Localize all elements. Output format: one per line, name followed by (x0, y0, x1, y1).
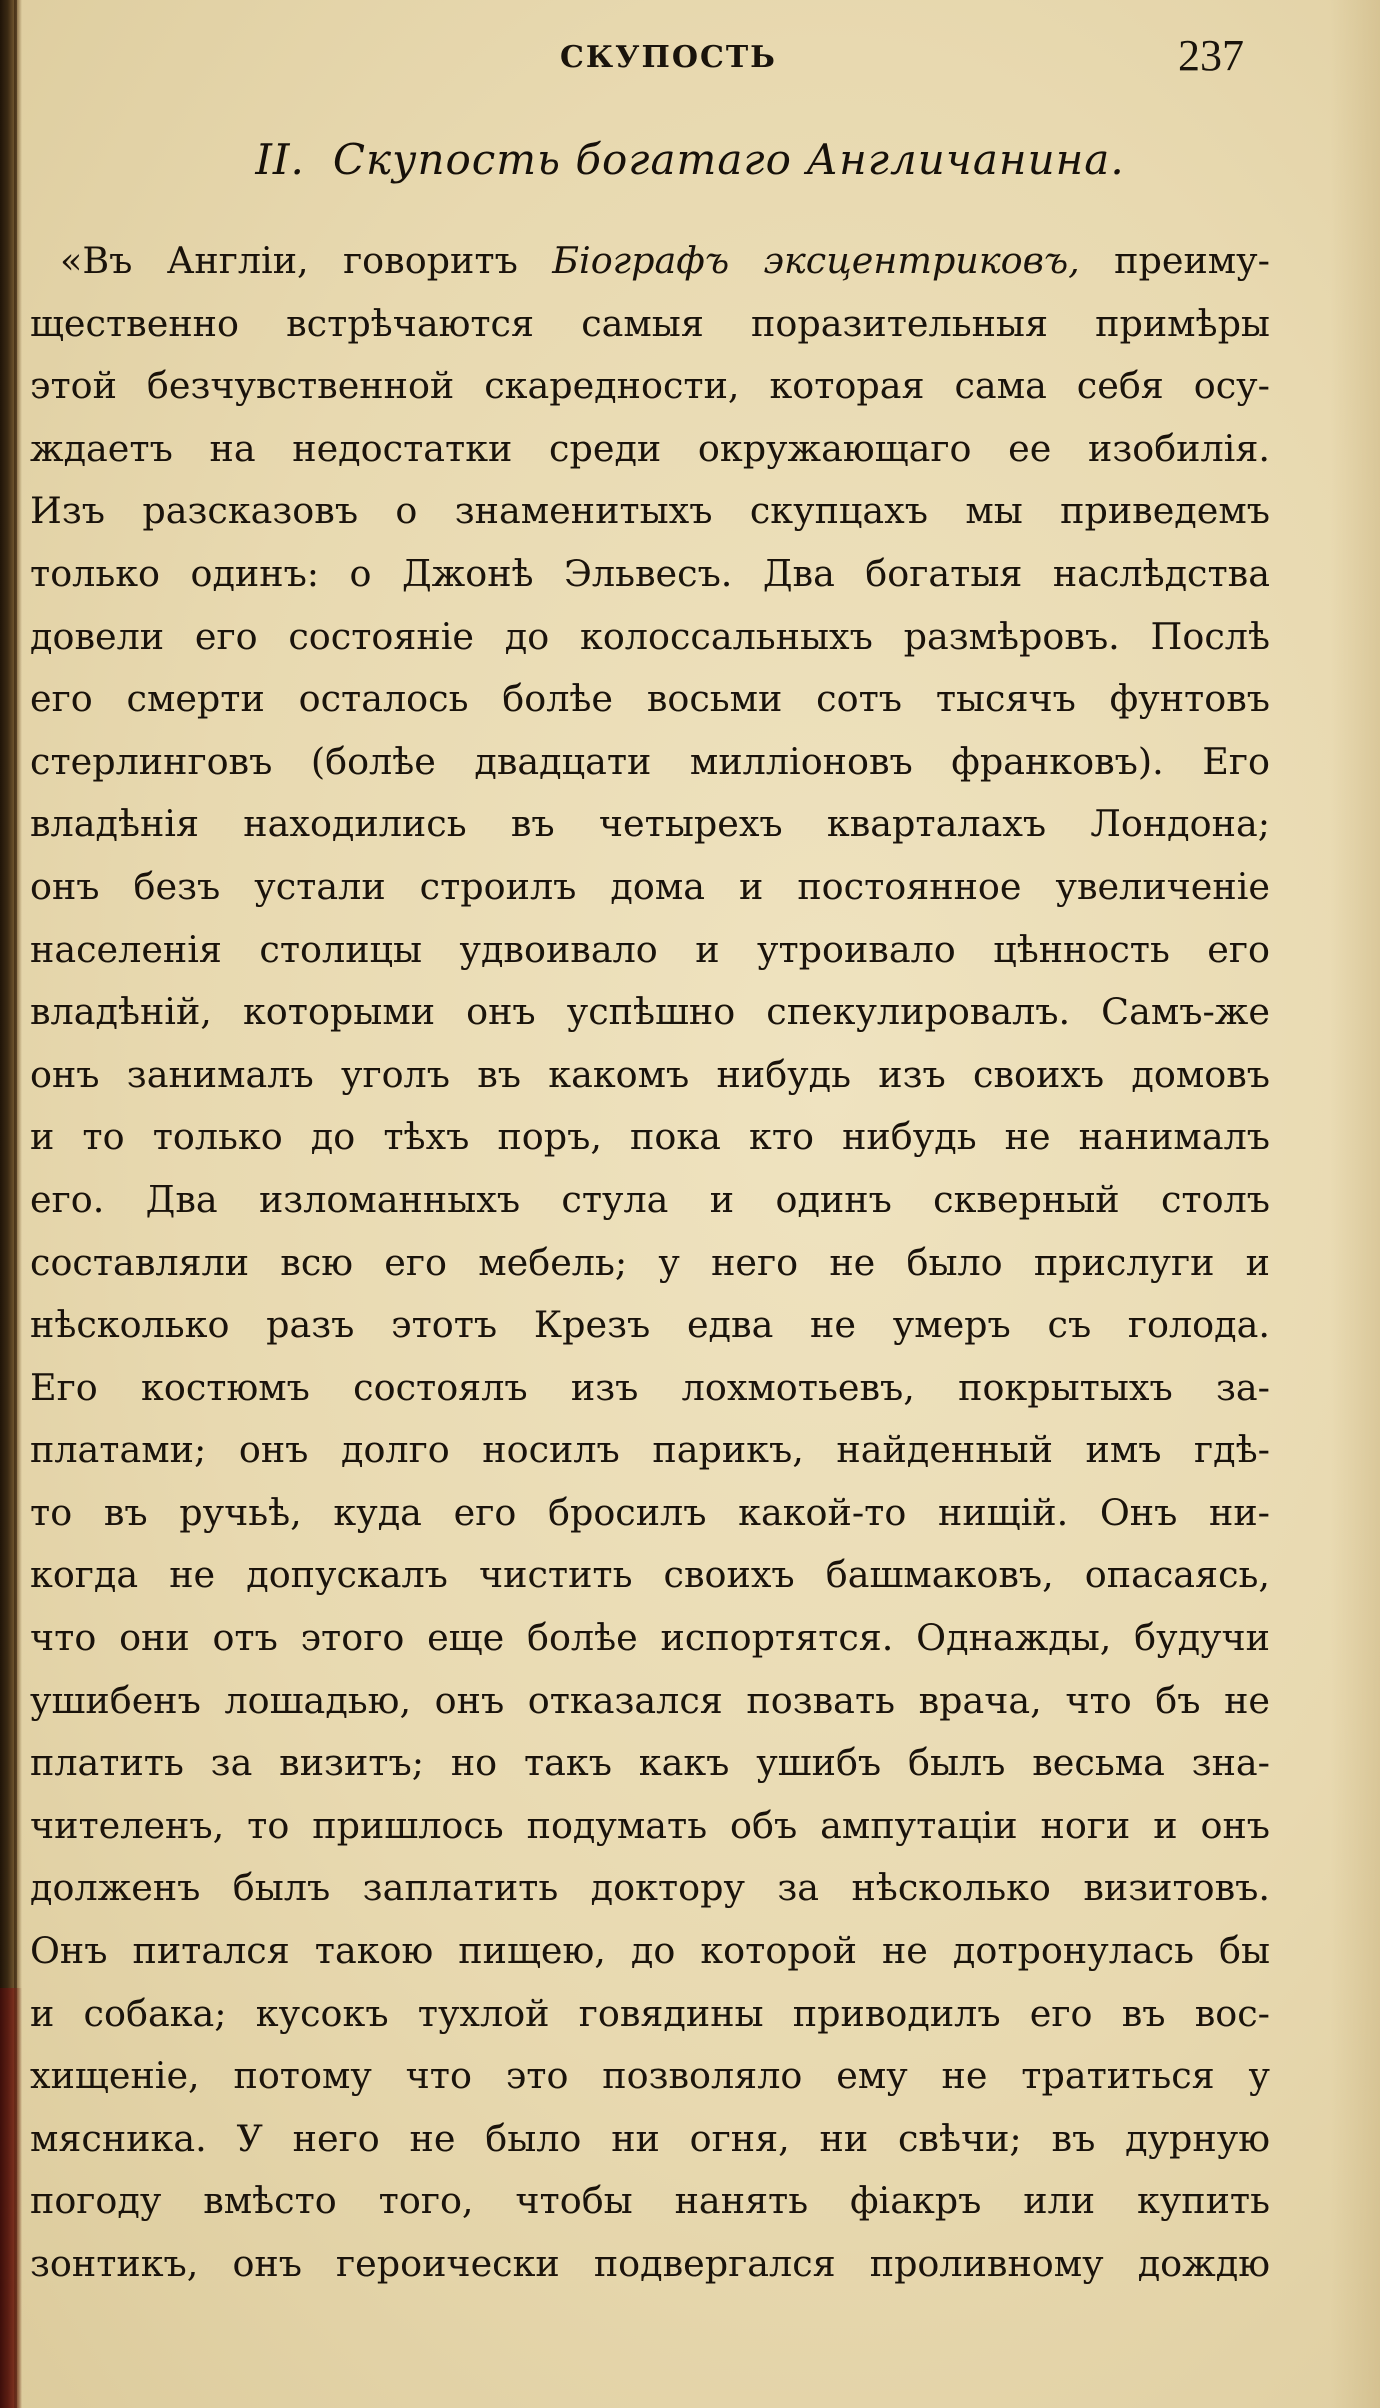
text-line: стерлинговъ (болѣе двадцати милліоновъ франковъ). Его (30, 739, 1270, 783)
text-line: когда не допускалъ чистить своихъ башмаковъ, опасаясь, (30, 1553, 1270, 1597)
text-line: что они отъ этого еще болѣе испортятся. Однажды, будучи (30, 1616, 1270, 1660)
text-line: населенія столицы удвоивало и утроивало цѣнность его (30, 927, 1270, 971)
text-line: платить за визитъ; но такъ какъ ушибъ былъ весьма зна- (30, 1741, 1270, 1785)
page-number: 237 (1178, 31, 1244, 80)
section-title: Скупость богатаго Англичанина. (332, 135, 1125, 184)
text-line: довели его состояніе до колоссальныхъ размѣровъ. Послѣ (30, 614, 1270, 658)
running-head: СКУПОСТЬ (560, 40, 777, 75)
text-line: погоду вмѣсто того, чтобы нанять фіакръ или купить (30, 2179, 1270, 2223)
text-line: и собака; кусокъ тухлой говядины приводилъ его въ вос- (30, 1991, 1270, 2035)
text-line: его смерти осталось болѣе восьми сотъ тысячъ фунтовъ (30, 677, 1270, 721)
text-segment: «Въ Англіи, говоритъ (60, 239, 553, 282)
text-line: составляли всю его мебель; у него не было прислуги и (30, 1240, 1270, 1284)
text-line: этой безчувственной скаредности, которая сама себя осу- (30, 364, 1270, 408)
text-line: только одинъ: о Джонѣ Эльвесъ. Два богатыя наслѣдства (30, 551, 1270, 595)
text-line: ушибенъ лошадью, онъ отказался позвать врача, что бъ не (30, 1678, 1270, 1722)
text-line: владѣнія находились въ четырехъ кварталахъ Лондона; (30, 802, 1270, 846)
text-line: и то только до тѣхъ поръ, пока кто нибудь не нанималъ (30, 1115, 1270, 1159)
text-line: Его костюмъ состоялъ изъ лохмотьевъ, покрытыхъ за- (30, 1365, 1270, 1409)
text-line: зонтикъ, онъ героически подвергался проливному дождю (30, 2242, 1270, 2285)
section-heading (0, 135, 1380, 184)
text-line: онъ занималъ уголъ въ какомъ нибудь изъ своихъ домовъ (30, 1052, 1270, 1096)
text-line: ждаетъ на недостатки среди окружающаго ее изобилія. (30, 426, 1270, 470)
text-line: платами; онъ долго носилъ парикъ, найденный имъ гдѣ- (30, 1428, 1270, 1472)
page-fold-shade (1330, 0, 1380, 2408)
text-line: его. Два изломанныхъ стула и одинъ скверный столъ (30, 1177, 1270, 1221)
text-line: владѣній, которыми онъ успѣшно спекулировалъ. Самъ-же (30, 990, 1270, 1034)
italic-citation: Біографъ эксцентриковъ, (552, 239, 1080, 282)
section-number: II. (255, 135, 305, 184)
text-line: Онъ питался такою пищею, до которой не дотронулась бы (30, 1929, 1270, 1973)
text-line: хищеніе, потому что это позволяло ему не тратиться у (30, 2054, 1270, 2098)
text-line: щественно встрѣчаются самыя поразительныя примѣры (30, 301, 1270, 345)
text-line: онъ безъ устали строилъ дома и постоянное увеличеніе (30, 864, 1270, 908)
body-paragraph (30, 230, 1270, 2296)
page-header (0, 30, 1380, 90)
text-segment: преиму- (1079, 239, 1270, 282)
page-edge-stain (0, 1988, 22, 2408)
text-line: мясника. У него не было ни огня, ни свѣчи; въ дурную (30, 2116, 1270, 2160)
text-line: чителенъ, то пришлось подумать объ ампутаціи ноги и онъ (30, 1803, 1270, 1847)
text-line: долженъ былъ заплатить доктору за нѣсколько визитовъ. (30, 1866, 1270, 1910)
text-line (30, 230, 1270, 293)
text-line: то въ ручьѣ, куда его бросилъ какой-то нищій. Онъ ни- (30, 1490, 1270, 1534)
text-line: Изъ разсказовъ о знаменитыхъ скупцахъ мы приведемъ (30, 489, 1270, 533)
text-line: нѣсколько разъ этотъ Крезъ едва не умеръ съ голода. (30, 1303, 1270, 1347)
